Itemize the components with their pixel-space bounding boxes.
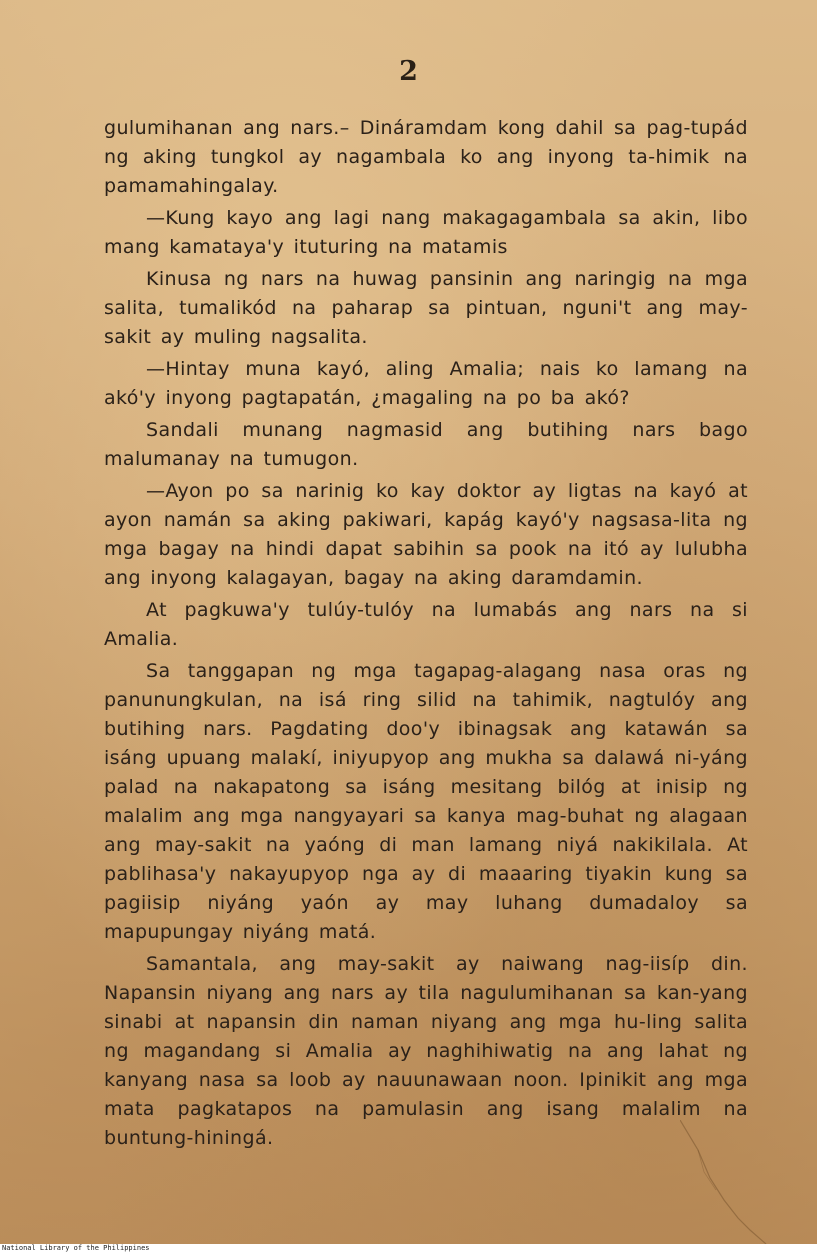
paragraph: —Hintay muna kayó, aling Amalia; nais ko lamang na akó'y inyong pagtapatán, ¿magaling na po ba akó?	[104, 358, 748, 409]
library-footer: National Library of the Philippines	[2, 1244, 150, 1252]
paragraph: gulumihanan ang nars.– Dináramdam kong dahil sa pag-tupád ng aking tungkol ay nagambala ko ang inyong ta-himik na pamamahingalay.	[104, 117, 748, 197]
paragraph: Sandali munang nagmasid ang butihing nars bago malumanay na tumugon.	[104, 419, 748, 470]
paper-crease	[680, 1120, 800, 1244]
body-text	[104, 114, 748, 1156]
paragraph: Samantala, ang may-sakit ay naiwang nag-iisíp din. Napansin niyang ang nars ay tila nagulumihanan sa kan-yang sinabi at napansin din naman niyang ang mga hu-ling salita ng magandang si Amalia ay naghihiwatig na ang lahat ng kanyang nasa sa loob ay nauunawaan noon. Ipinikit ang mga mata pagkatapos na pamulasin ang isang malalim na buntung-hiningá.	[104, 953, 748, 1149]
paragraph: Sa tanggapan ng mga tagapag-alagang nasa oras ng panunungkulan, na isá ring silid na tahimik, nagtulóy ang butihing nars. Pagdating doo'y ibinagsak ang katawán sa isáng upuang malakí, iniyupyop ang mukha sa dalawá ni-yáng palad na nakapatong sa isáng mesitang bilóg at inisip ng malalim ang mga nangyayari sa kanya mag-buhat ng alagaan ang may-sakit na yaóng di man lamang niyá nakikilala. At pablihasa'y nakayupyop nga ay di maaaring tiyakin kung sa pagiisip niyáng yaón ay may luhang dumadaloy sa mapupungay niyáng matá.	[104, 660, 748, 943]
paragraph: Kinusa ng nars na huwag pansinin ang naringig na mga salita, tumalikód na paharap sa pintuan, nguni't ang may-sakit ay muling nagsalita.	[104, 268, 748, 348]
page-number: 2	[399, 56, 418, 87]
paragraph: —Ayon po sa narinig ko kay doktor ay ligtas na kayó at ayon namán sa aking pakiwari, kapág kayó'y nagsasa-lita ng mga bagay na hindi dapat sabihin sa pook na itó ay lulubha ang inyong kalagayan, bagay na aking daramdamin.	[104, 480, 748, 589]
paragraph: At pagkuwa'y tulúy-tulóy na lumabás ang nars na si Amalia.	[104, 599, 748, 650]
paragraph: —Kung kayo ang lagi nang makagagambala sa akin, libo mang kamataya'y ituturing na matamis	[104, 207, 748, 258]
